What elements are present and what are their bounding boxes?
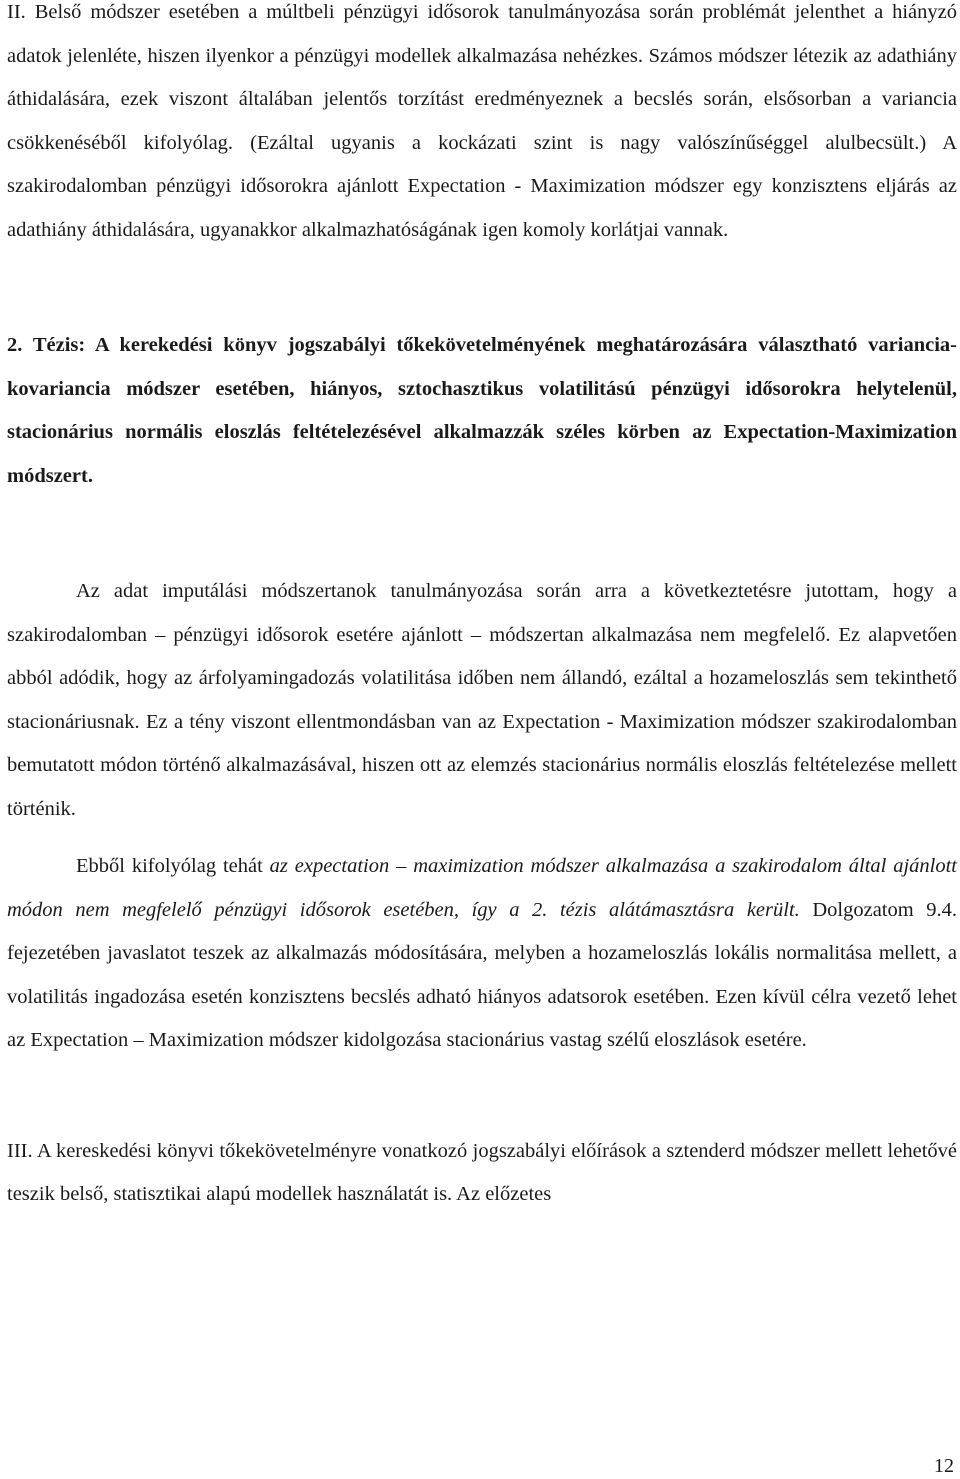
thesis-2-statement: 2. Tézis: A kerekedési könyv jogszabályi tőkekövetelményének meghatározására választható variancia-kovariancia módszer esetében, hiányos, sztochasztikus volatilitású pénzügyi idősorokra helytelenül, stacionárius normális eloszlás feltételezésével alkalmazzák széles körben az Expectation-Maximization módszert. [7,334,957,487]
paragraph-missing-data-intro: II. Belső módszer esetében a múltbeli pénzügyi idősorok tanulmányozása során problémát jelenthet a hiányzó adatok jelenléte, hiszen ilyenkor a pénzügyi modellek alkalmazása nehézkes. Számos módszer létezik az adathiány áthidalására, ezek viszont általában jelentős torzítást eredményeznek a becslés során, elsősorban a variancia csökkenéséből kifolyólag. (Ezáltal ugyanis a kockázati szint is nagy valószínűséggel alulbecsült.) A szakirodalomban pénzügyi idősorokra ajánlott Expectation - Maximization módszer egy konzisztens eljárás az adathiány áthidalására, ugyanakkor alkalmazhatóságának igen komoly korlátjai vannak. [7,1,957,241]
document-page [7,0,957,1217]
paragraph-conclusion [7,845,957,1063]
page-number: 12 [934,1455,954,1477]
conclusion-lead-text: Ebből kifolyólag tehát [76,855,270,877]
paragraph-imputation-methods: Az adat imputálási módszertanok tanulmányozása során arra a következtetésre jutottam, hogy a szakirodalomban – pénzügyi idősorok esetére ajánlott – módszertan alkalmazása nem megfelelő. Ez alapvetően abból adódik, hogy az árfolyamingadozás volatilitása időben nem állandó, ezáltal a hozameloszlás sem tekinthető stacionáriusnak. Ez a tény viszont ellentmondásban van az Expectation - Maximization módszer szakirodalomban bemutatott módon történő alkalmazásával, hiszen ott az elemzés stacionárius normális eloszlás feltételezése mellett történik. [7,580,957,820]
paragraph-section-iii: III. A kereskedési könyvi tőkekövetelményre vonatkozó jogszabályi előírások a sztenderd módszer mellett lehetővé teszik belső, statisztikai alapú modellek használatát is. Az előzetes [7,1139,957,1205]
conclusion-trailing-text: Dolgozatom 9.4. fejezetében javaslatot teszek az alkalmazás módosítására, melyben a hozameloszlás lokális normalitása mellett, a volatilitás ingadozása esetén konzisztens becslés adható hiányos adatsorok esetében. Ezen kívül célra vezető lehet az Expectation – Maximization módszer kidolgozása stacionárius vastag szélű eloszlások esetére. [7,898,958,1051]
conclusion-italic-text: az expectation – maximization módszer alkalmazása a szakirodalom által ajánlott módon nem megfelelő pénzügyi idősorok esetében, így a 2. tézis alátámasztásra került. [7,855,957,921]
